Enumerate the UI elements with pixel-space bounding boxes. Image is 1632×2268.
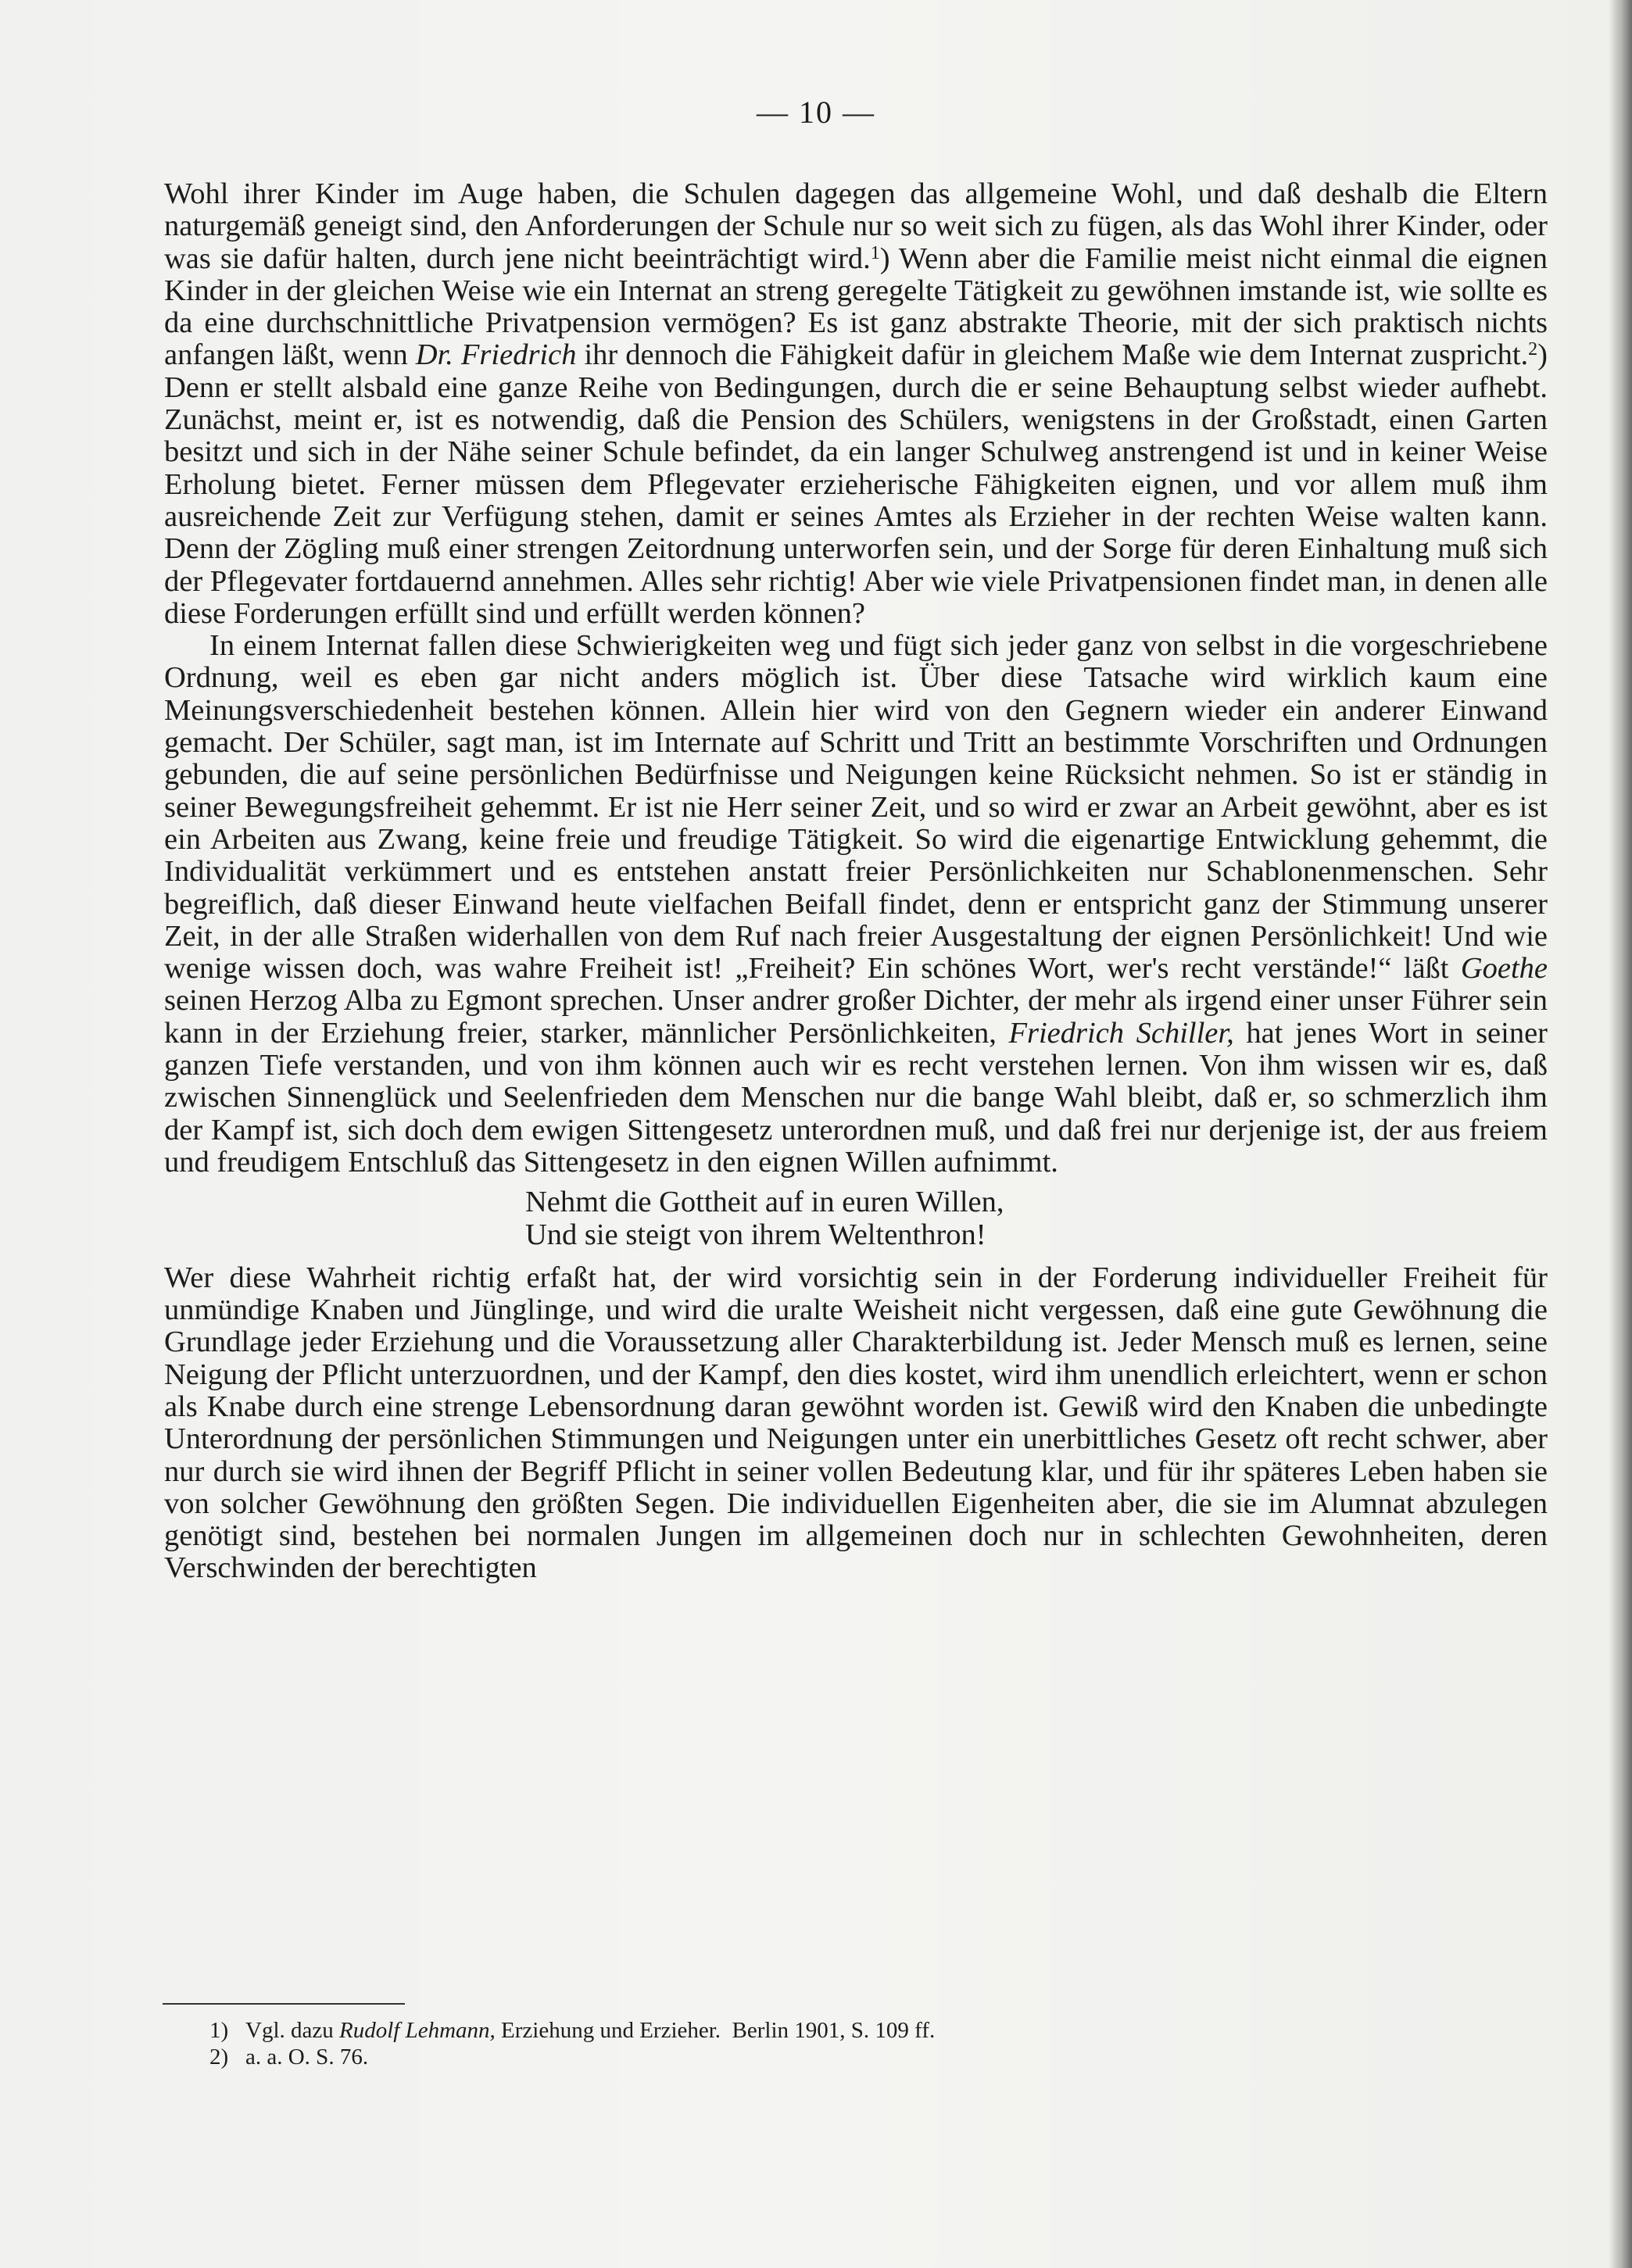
footnote-1-number: 1) — [209, 2018, 229, 2043]
footnote-1-post: Erziehung und Erzieher. Berlin 1901, S. 109 ff. — [495, 2018, 936, 2043]
body-text — [164, 178, 1548, 1585]
footnotes — [209, 2017, 1382, 2070]
paragraph-3 — [164, 1262, 1548, 1585]
paragraph-2 — [164, 630, 1548, 1179]
author-name-schiller: Friedrich Schiller, — [1008, 1016, 1234, 1050]
footnote-2-number: 2) — [209, 2044, 229, 2069]
footnote-ref-1: 1 — [870, 242, 880, 263]
verse-quote — [164, 1179, 1548, 1262]
footnote-divider — [163, 2003, 405, 2005]
scan-edge-shadow — [1609, 0, 1632, 2268]
paragraph-1 — [164, 178, 1548, 630]
footnote-1-pre: Vgl. dazu — [245, 2018, 339, 2043]
paragraph-2-text-c: hat jenes Wort in seiner ganzen Tiefe verstanden, und von ihm können auch wir es recht verstehen lernen. Von ihm wissen wir es, daß zwischen Sinnenglück und Seelenfrieden dem Menschen nur die bange Wahl bleibt, daß er, so schmerzlich ihm der Kampf ist, sich doch dem ewigen Sittengesetz unterordnen muß, und daß frei nur derjenige ist, der aus freiem und freudigem Entschluß das Sittengesetz in den eignen Willen aufnimmt. — [164, 1016, 1548, 1179]
verse-line-2: Und sie steigt von ihrem Weltenthron! — [525, 1218, 986, 1251]
footnote-1-author: Rudolf Lehmann, — [339, 2018, 496, 2043]
author-name-friedrich: Dr. Friedrich — [415, 338, 577, 372]
footnote-2-text: a. a. O. S. 76. — [245, 2044, 369, 2069]
footnote-ref-2: 2 — [1528, 339, 1538, 360]
paragraph-3-text: Wer diese Wahrheit richtig erfaßt hat, der wird vorsichtig sein in der Forderung individueller Freiheit für unmündige Knaben und Jünglinge, und wird die uralte Weisheit nicht vergessen, daß eine gute Gewöhnung die Grundlage jeder Erziehung und die Voraussetzung aller Charakterbildung ist. Jeder Mensch muß es lernen, seine Neigung der Pflicht unterzuordnen, und der Kampf, den dies kostet, wird ihm unendlich erleichtert, wenn er schon als Knabe durch eine strenge Lebensordnung daran gewöhnt worden ist. Gewiß wird den Knaben die unbedingte Unterordnung der persönlichen Stimmungen und Neigungen unter ein unerbittliches Gesetz oft recht schwer, aber nur durch sie wird ihnen der Begriff Pflicht in seiner vollen Bedeutung klar, und für ihr späteres Leben haben sie von solcher Gewöhnung den größten Segen. Die individuellen Eigenheiten aber, die sie im Alumnat abzulegen genötigt sind, bestehen bei normalen Jungen im allgemeinen doch nur in schlechten Gewohnheiten, deren Verschwinden der berechtigten — [164, 1261, 1548, 1585]
paragraph-1-text-c: ihr dennoch die Fähigkeit dafür in gleichem Maße wie dem Internat zuspricht. — [576, 338, 1529, 372]
page-number: — 10 — — [757, 95, 875, 130]
paragraph-1-text-b: ) Wenn aber die Familie meist nicht einmal die eignen Kinder in der gleichen Weise wie ein Internat an streng geregelte Tätigkeit zu gewöhnen imstande ist, wie sollte es da eine durchschnittliche Privatpension vermögen? Es ist ganz abstrakte Theorie, mit der sich praktisch nichts anfangen läßt, wenn — [164, 241, 1548, 372]
paragraph-2-text-a: In einem Internat fallen diese Schwierigkeiten weg und fügt sich jeder ganz von selbst in die vorgeschriebene Ordnung, weil es eben gar nicht anders möglich ist. Über diese Tatsache wird wirklich kaum eine Meinungsverschiedenheit bestehen können. Allein hier wird von den Gegnern wieder ein anderer Einwand gemacht. Der Schüler, sagt man, ist im Internate auf Schritt und Tritt an bestimmte Vorschriften und Ordnungen gebunden, die auf seine persönlichen Bedürfnisse und Neigungen keine Rücksicht nehmen. So ist er ständig in seiner Bewegungsfreiheit gehemmt. Er ist nie Herr seiner Zeit, und so wird er zwar an Arbeit gewöhnt, aber es ist ein Arbeiten aus Zwang, keine freie und freudige Tätigkeit. So wird die eigenartige Entwicklung gehemmt, die Individualität verkümmert und es entstehen anstatt freier Persönlichkeiten nur Schablonenmenschen. Sehr begreiflich, daß dieser Einwand heute vielfachen Beifall findet, denn er entspricht ganz der Stimmung unserer Zeit, in der alle Straßen widerhallen von dem Ruf nach freier Ausgestaltung der eignen Persönlichkeit! Und wie wenige wissen doch, was wahre Freiheit ist! „Freiheit? Ein schönes Wort, wer's recht verstände!“ läßt — [164, 629, 1548, 986]
paragraph-2-text-b: seinen Herzog Alba zu Egmont sprechen. Unser andrer großer Dichter, der mehr als irgend einer unser Führer sein kann in der Erziehung freier, starker, männlicher Persönlichkeiten, — [164, 984, 1548, 1050]
author-name-goethe: Goethe — [1460, 952, 1548, 986]
paragraph-1-text-a: Wohl ihrer Kinder im Auge haben, die Schulen dagegen das allgemeine Wohl, und daß deshalb die Eltern naturgemäß geneigt sind, den Anforderungen der Schule nur so weit sich zu fügen, als das Wohl ihrer Kinder, oder was sie dafür halten, durch jene nicht beeinträchtigt wird. — [164, 177, 1548, 275]
verse-line-1: Nehmt die Gottheit auf in euren Willen, — [525, 1186, 1004, 1219]
footnote-1 — [209, 2017, 1382, 2044]
footnote-2 — [209, 2044, 1382, 2070]
paragraph-1-text-d: ) Denn er stellt alsbald eine ganze Reihe von Bedingungen, durch die er seine Behauptung selbst wieder aufhebt. Zunächst, meint er, ist es notwendig, daß die Pension des Schülers, wenigstens in der Großstadt, einen Garten besitzt und sich in der Nähe seiner Schule befindet, da ein langer Schulweg anstrengend ist und in keiner Weise Erholung bietet. Ferner müssen dem Pflegevater erzieherische Fähigkeiten eignen, und vor allem muß ihm ausreichende Zeit zur Verfügung stehen, damit er seines Amtes als Erzieher in der rechten Weise walten kann. Denn der Zögling muß einer strengen Zeitordnung unterworfen sein, und der Sorge für deren Einhaltung muß sich der Pflegevater fortdauernd annehmen. Alles sehr richtig! Aber wie viele Privatpensionen findet man, in denen alle diese Forderungen erfüllt sind und erfüllt werden können? — [164, 338, 1548, 630]
